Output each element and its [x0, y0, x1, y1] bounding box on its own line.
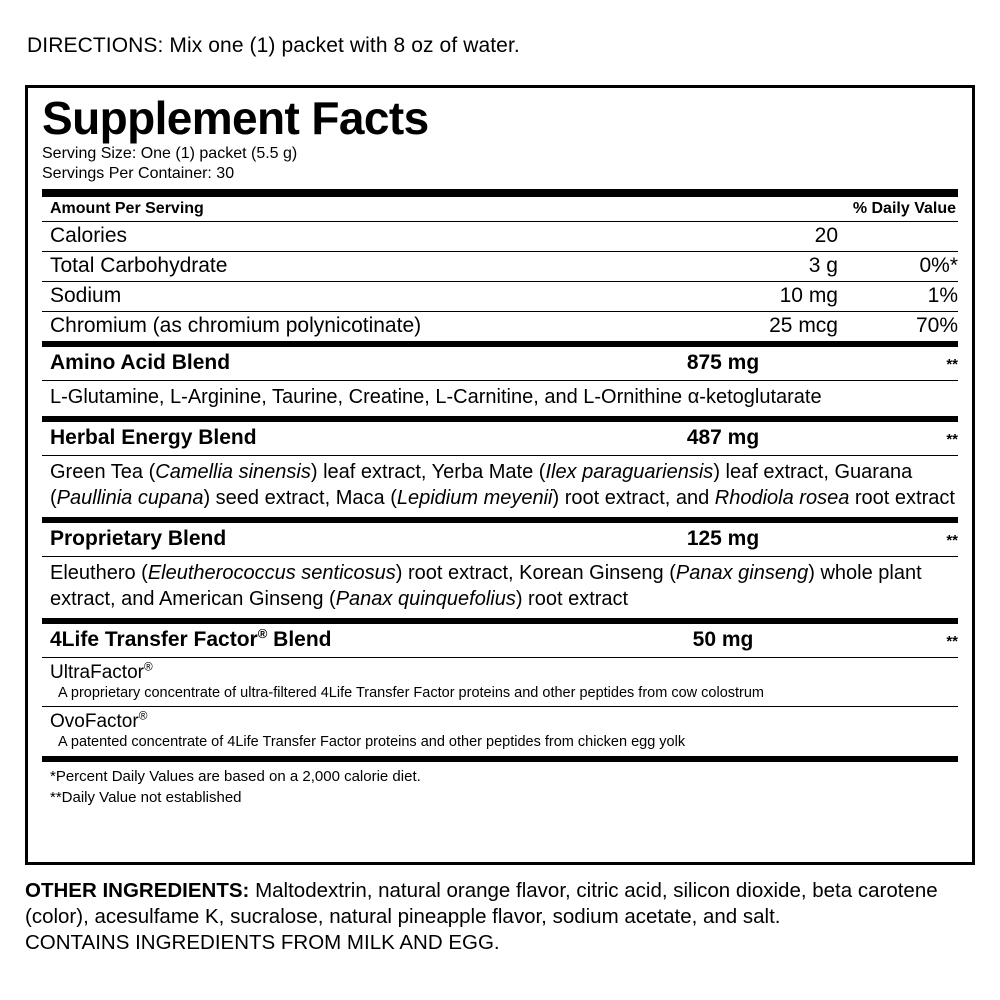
blend-row-transfer-factor	[42, 624, 958, 657]
blend-amount: 125 mg	[686, 527, 760, 551]
nutrient-name: Sodium	[50, 284, 122, 308]
supplement-facts-panel	[25, 85, 975, 865]
servings-per-container: Servings Per Container: 30	[42, 165, 235, 183]
nutrient-dv: 1%	[927, 284, 958, 308]
nutrient-name: Total Carbohydrate	[50, 254, 228, 278]
nutrient-amount: 25 mcg	[769, 314, 838, 338]
blend-amount: 487 mg	[686, 426, 760, 450]
table-row	[42, 282, 958, 311]
table-row	[42, 252, 958, 281]
blend-name: Herbal Energy Blend	[50, 426, 257, 450]
blend-ingredients: L-Glutamine, L-Arginine, Taurine, Creatine, L-Carnitine, and L-Ornithine α-ketoglutarate	[50, 386, 822, 409]
blend-amount: 50 mg	[692, 628, 754, 652]
blend-dv: **	[946, 356, 958, 374]
blend-name: Proprietary Blend	[50, 527, 227, 551]
nutrient-amount: 10 mg	[779, 284, 838, 308]
blend-dv: **	[946, 431, 958, 449]
blend-row-herbal-energy	[42, 422, 958, 455]
table-row	[42, 312, 958, 341]
other-ingredients-block	[25, 878, 977, 957]
blend-amount: 875 mg	[686, 351, 760, 375]
factor-name-ovofactor: OvoFactor®	[50, 710, 148, 733]
blend-row-amino-acid	[42, 347, 958, 380]
nutrient-dv: 70%	[915, 314, 958, 338]
blend-name: Amino Acid Blend	[50, 351, 231, 375]
blend-ingredients: Green Tea (Camellia sinensis) leaf extract, Yerba Mate (Ilex paraguariensis) leaf extract, Guarana (Paullinia cupana) seed extract, Maca (Lepidium meyenii) root extract, and Rhodiola rosea root extract	[50, 461, 955, 510]
divider-thick-top	[42, 189, 958, 197]
directions-text: DIRECTIONS: Mix one (1) packet with 8 oz of water.	[27, 34, 520, 57]
nutrient-amount: 20	[814, 224, 838, 248]
blend-name: 4Life Transfer Factor® Blend	[50, 626, 332, 652]
blend-dv: **	[946, 633, 958, 651]
panel-title: Supplement Facts	[42, 92, 429, 144]
footnote-dv-not-established: **Daily Value not established	[50, 788, 242, 806]
blend-ingredients: Eleuthero (Eleutherococcus senticosus) root extract, Korean Ginseng (Panax ginseng) whole plant extract, and American Ginseng (Panax quinquefolius) root extract	[50, 562, 922, 611]
nutrient-name: Calories	[50, 224, 128, 248]
serving-size: Serving Size: One (1) packet (5.5 g)	[42, 145, 298, 163]
header-amount-per-serving: Amount Per Serving	[50, 200, 204, 218]
nutrient-dv: 0%*	[919, 254, 958, 278]
contains-statement: CONTAINS INGREDIENTS FROM MILK AND EGG.	[25, 931, 500, 955]
nutrient-name: Chromium (as chromium polynicotinate)	[50, 314, 422, 338]
blend-row-proprietary	[42, 523, 958, 556]
header-daily-value: % Daily Value	[852, 200, 956, 218]
footnote-daily-values: *Percent Daily Values are based on a 2,000 calorie diet.	[50, 767, 421, 785]
other-ingredients-label: OTHER INGREDIENTS:	[25, 879, 250, 902]
factor-description-ultrafactor: A proprietary concentrate of ultra-filtered 4Life Transfer Factor proteins and other peptides from cow colostrum	[58, 685, 765, 702]
blend-dv: **	[946, 532, 958, 550]
other-ingredients-text: Maltodextrin, natural orange flavor, citric acid, silicon dioxide, beta carotene (color), acesulfame K, sucralose, natural pineapple flavor, sodium acetate, and salt.	[25, 879, 938, 929]
table-row	[42, 222, 958, 251]
factor-name-ultrafactor: UltraFactor®	[50, 660, 153, 684]
table-header-row	[42, 197, 958, 221]
nutrient-amount: 3 g	[808, 254, 838, 278]
factor-description-ovofactor: A patented concentrate of 4Life Transfer Factor proteins and other peptides from chicken egg yolk	[58, 734, 686, 751]
